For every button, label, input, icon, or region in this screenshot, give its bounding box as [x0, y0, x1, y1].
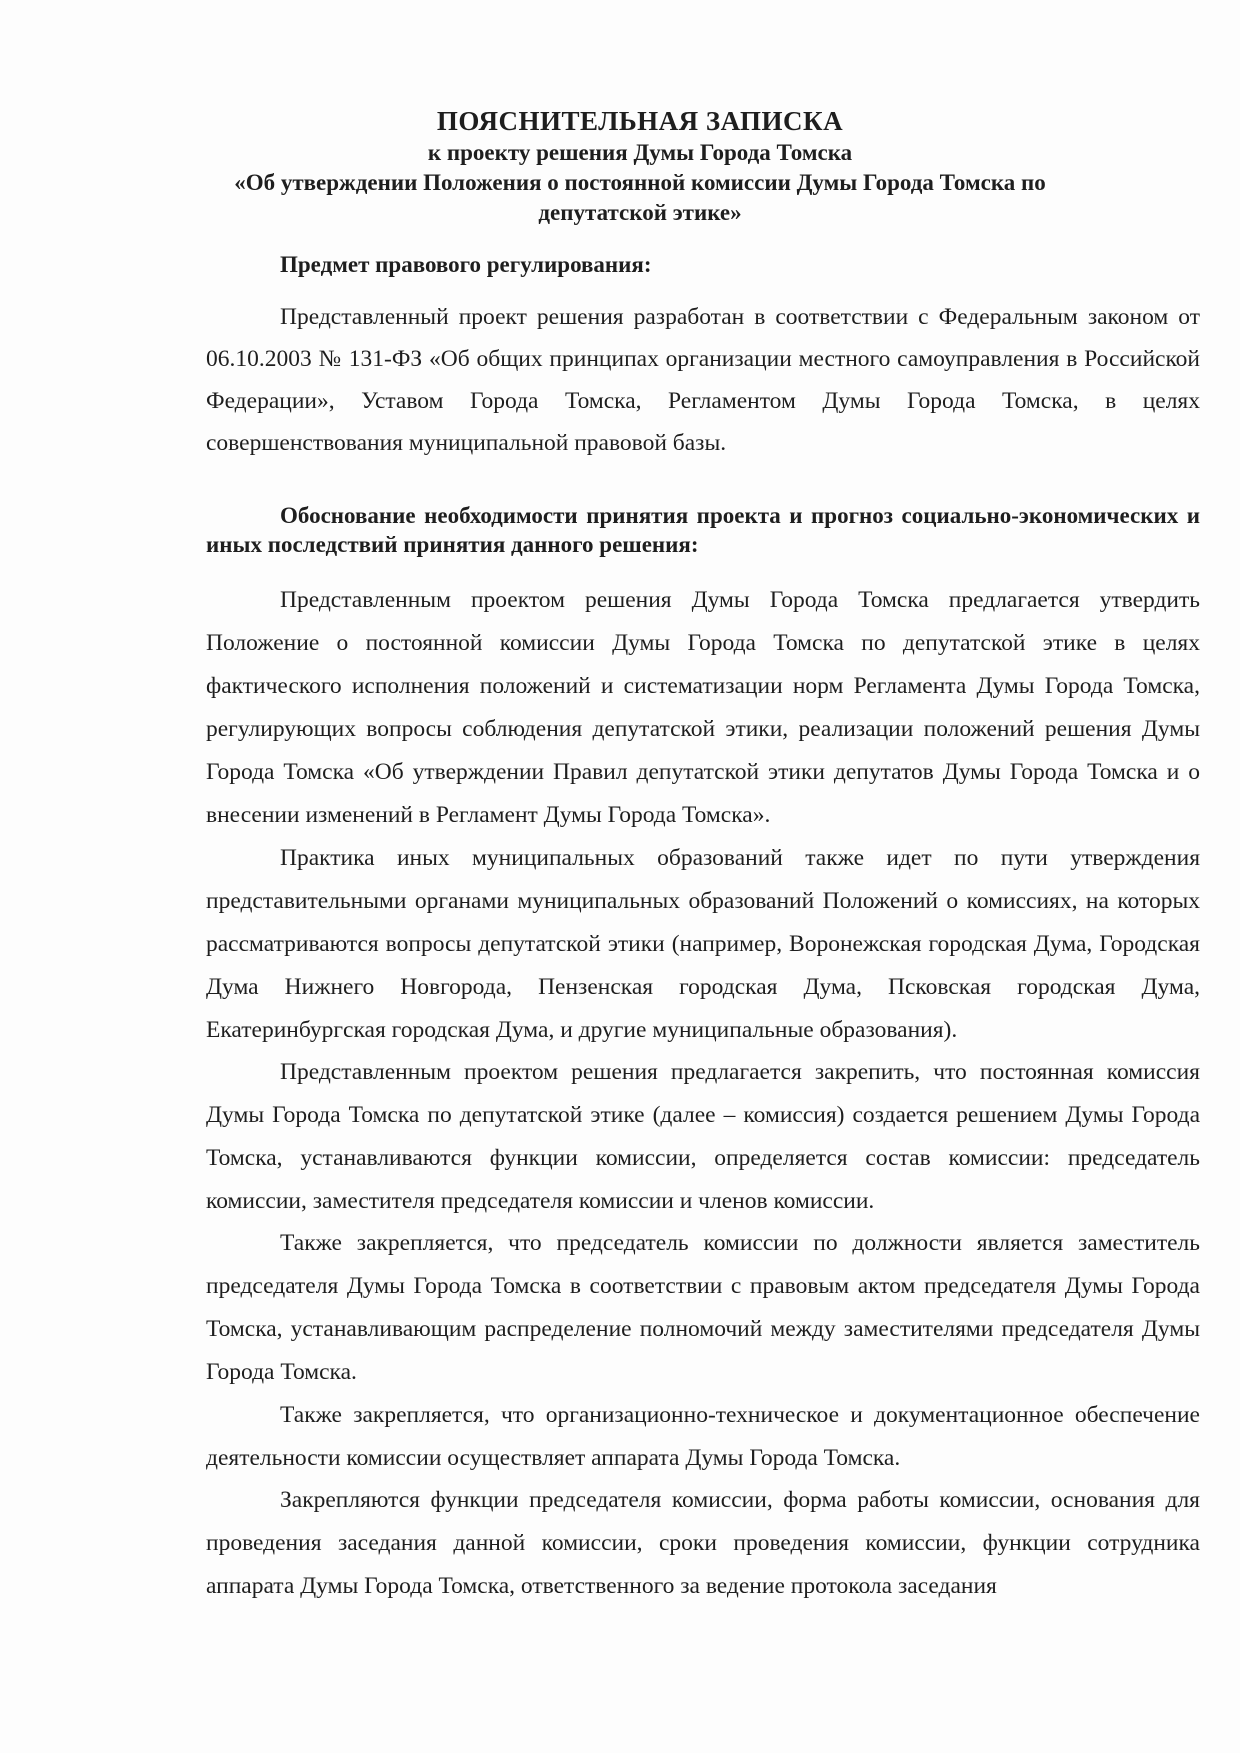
subject-heading: Предмет правового регулирования: — [280, 252, 652, 277]
paragraph-3: Представленным проектом решения предлагается закрепить, что постоянная комиссия Думы Города Томска по депутатской этике (далее – комиссия) создается решением Думы Города Томска, устанавливаются функции комиссии, определяется состав комиссии: председатель комиссии, заместителя председателя комиссии и членов комиссии. — [206, 1059, 1200, 1214]
paragraph-2: Практика иных муниципальных образований также идет по пути утверждения представительными органами муниципальных образований Положений о комиссиях, на которых рассматриваются вопросы депутатской этики (например, Воронежская городская Дума, Городская Дума Нижнего Новгорода, Пензенская городская Дума, Псковская городская Дума, Екатеринбургская городская Дума, и другие муниципальные образования). — [206, 845, 1200, 1043]
paragraph-4: Также закрепляется, что председатель комиссии по должности является заместитель председателя Думы Города Томска в соответствии с правовым актом председателя Думы Города Томска, устанавливающим распределение полномочий между заместителями председателя Думы Города Томска. — [206, 1230, 1200, 1385]
subject-paragraph: Представленный проект решения разработан в соответствии с Федеральным законом от 06.10.2003 № 131-ФЗ «Об общих принципах организации местного самоуправления в Российской Федерации», Уставом Города Томска, Регламентом Думы Города Томска, в целях совершенствования муниципальной правовой базы. — [206, 304, 1200, 456]
rationale-heading: Обоснование необходимости принятия проекта и прогноз социально-экономических и иных последствий принятия данного решения: — [206, 503, 1200, 557]
document-subtitle-line2: «Об утверждении Положения о постоянной комиссии Думы Города Томска по депутатской этике» — [234, 170, 1046, 225]
document-subtitle-line1: к проекту решения Думы Города Томска — [427, 140, 853, 165]
paragraph-1: Представленным проектом решения Думы Города Томска предлагается утвердить Положение о постоянной комиссии Думы Города Томска по депутатской этике в целях фактического исполнения положений и систематизации норм Регламента Думы Города Томска, регулирующих вопросы соблюдения депутатской этики, реализации положений решения Думы Города Томска «Об утверждении Правил депутатской этики депутатов Думы Города Томска и о внесении изменений в Регламент Думы Города Томска». — [206, 587, 1200, 828]
document-title: ПОЯСНИТЕЛЬНАЯ ЗАПИСКА — [436, 106, 844, 136]
paragraph-5: Также закрепляется, что организационно-техническое и документационное обеспечение деятельности комиссии осуществляет аппарата Думы Города Томска. — [206, 1402, 1200, 1471]
paragraph-6: Закрепляются функции председателя комиссии, форма работы комиссии, основания для проведения заседания данной комиссии, сроки проведения комиссии, функции сотрудника аппарата Думы Города Томска, ответственного за ведение протокола заседания — [206, 1487, 1200, 1599]
document-header — [200, 104, 1080, 228]
